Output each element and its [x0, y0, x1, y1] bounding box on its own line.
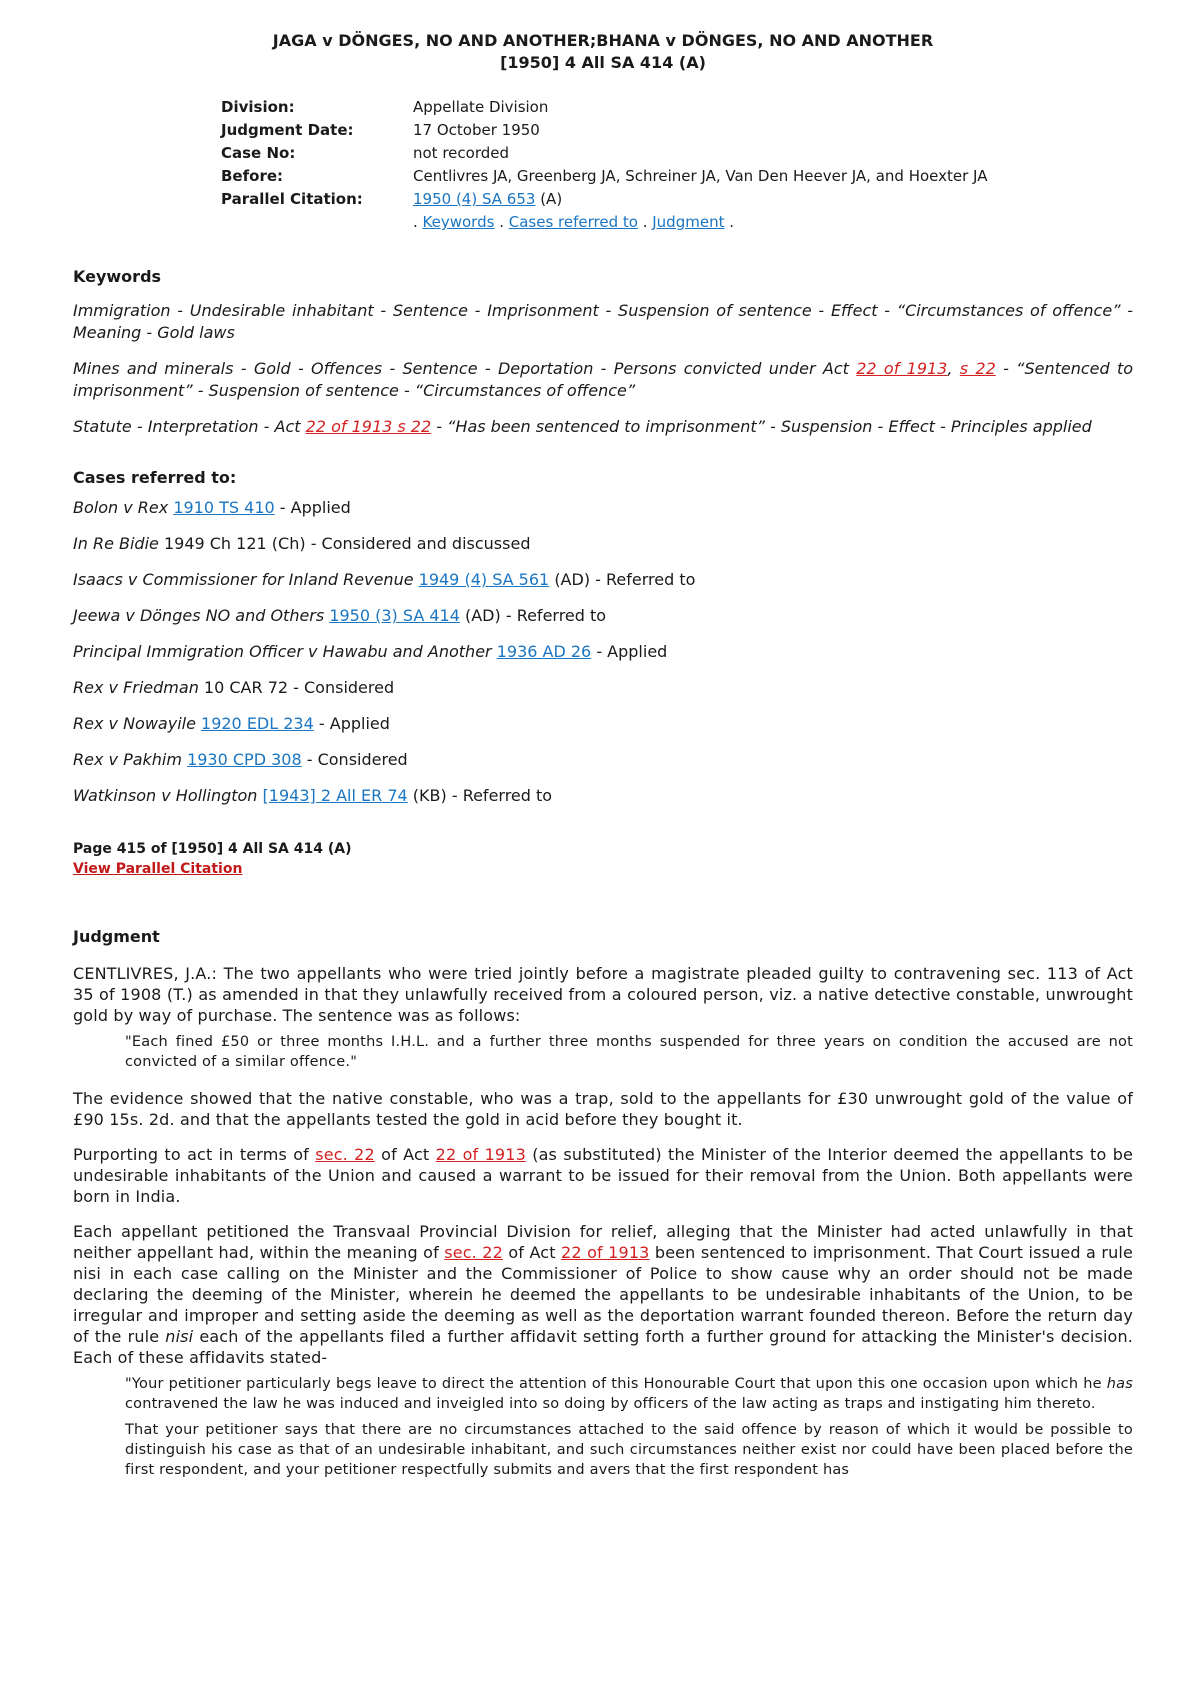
- page-reference: [73, 839, 1133, 879]
- case-item: Rex v Pakhim 1930 CPD 308 - Considered: [73, 750, 408, 769]
- parallel-citation-label: Parallel Citation:: [221, 190, 363, 208]
- parallel-citation-value: [413, 188, 988, 211]
- keyword-entry-immigration: Immigration - Undesirable inhabitant - Sentence - Imprisonment - Suspension of sentence - Effect - “Circumstances of offence” - Meaning - Gold laws: [73, 301, 1133, 342]
- case-citation-link[interactable]: 1930 CPD 308: [187, 750, 302, 769]
- parallel-citation-link[interactable]: 1950 (4) SA 653: [413, 190, 536, 208]
- case-item: Watkinson v Hollington [1943] 2 All ER 74 (KB) - Referred to: [73, 786, 553, 805]
- act-link[interactable]: 22 of 1913: [435, 1145, 526, 1164]
- case-citation-link[interactable]: 1936 AD 26: [496, 642, 592, 661]
- division-value: Appellate Division: [413, 98, 549, 116]
- section-link[interactable]: sec. 22: [315, 1145, 375, 1164]
- judgment-paragraph: Purporting to act in terms of sec. 22 of Act 22 of 1913 (as substituted) the Minister of the Interior deemed the appellants to be undesirable inhabitants of the Union and caused a warrant to be issued for their removal from the Union. Both appellants were born in India.: [73, 1145, 1134, 1206]
- judgment-date-label: Judgment Date:: [221, 121, 354, 139]
- judgment-paragraph: The evidence showed that the native constable, who was a trap, sold to the appellants for £30 unwrought gold of the value of £90 15s. 2d. and that the appellants tested the gold in acid before they bought it.: [73, 1089, 1133, 1129]
- case-metadata-table: [221, 96, 988, 234]
- keyword-entry-statute: Statute - Interpretation - Act 22 of 1913 s 22 - “Has been sentenced to imprisonment” - Suspension - Effect - Principles applied: [73, 417, 1092, 436]
- parallel-citation-court: (A): [540, 190, 563, 208]
- case-citation-link[interactable]: 1920 EDL 234: [201, 714, 314, 733]
- case-item: In Re Bidie 1949 Ch 121 (Ch) - Considered and discussed: [73, 534, 531, 553]
- act-link[interactable]: 22 of 1913: [561, 1243, 650, 1262]
- judgment-quote: "Your petitioner particularly begs leave to direct the attention of this Honourable Court that upon this one occasion upon which he has contravened the law he was induced and inveigled into so doing by officers of the law acting as traps and instigating him thereto.: [125, 1376, 1133, 1412]
- keywords-heading: Keywords: [73, 267, 162, 286]
- case-title-line1: JAGA v DÖNGES, NO AND ANOTHER;BHANA v DÖNGES, NO AND ANOTHER: [272, 31, 934, 50]
- case-citation-link[interactable]: [1943] 2 All ER 74: [262, 786, 408, 805]
- before-label: Before:: [221, 167, 284, 185]
- case-item: Rex v Nowayile 1920 EDL 234 - Applied: [73, 714, 390, 733]
- case-citation-link[interactable]: 1949 (4) SA 561: [418, 570, 550, 589]
- case-title: [73, 30, 1133, 74]
- judgment-paragraph: CENTLIVRES, J.A.: The two appellants who were tried jointly before a magistrate pleaded guilty to contravening sec. 113 of Act 35 of 1908 (T.) as amended in that they unlawfully received from a coloured person, viz. a native detective constable, unwrought gold by way of purchase. The sentence was as follows:: [73, 964, 1133, 1025]
- document-page: [73, 0, 1133, 1480]
- judgment-heading: Judgment: [73, 927, 160, 946]
- case-citation-link[interactable]: 1950 (3) SA 414: [329, 606, 460, 625]
- nav-cases-link[interactable]: Cases referred to: [508, 213, 638, 231]
- case-item: Bolon v Rex 1910 TS 410 - Applied: [73, 498, 351, 517]
- before-value: Centlivres JA, Greenberg JA, Schreiner JA, Van Den Heever JA, and Hoexter JA: [413, 167, 988, 185]
- keyword-entry-mines: Mines and minerals - Gold - Offences - Sentence - Deportation - Persons convicted under Act 22 of 1913, s 22 - “Sentenced to imprisonment” - Suspension of sentence - “Circumstances of offence”: [73, 359, 1134, 400]
- case-item: Isaacs v Commissioner for Inland Revenue 1949 (4) SA 561 (AD) - Referred to: [73, 570, 696, 589]
- act-link[interactable]: 22 of 1913: [856, 359, 948, 378]
- case-no-label: Case No:: [221, 144, 296, 162]
- act-section-link[interactable]: 22 of 1913 s 22: [305, 417, 432, 436]
- division-label: Division:: [221, 98, 295, 116]
- case-item: Jeewa v Dönges NO and Others 1950 (3) SA 414 (AD) - Referred to: [73, 606, 607, 625]
- section-link[interactable]: sec. 22: [444, 1243, 503, 1262]
- page-number-label: Page 415 of [1950] 4 All SA 414 (A): [73, 841, 352, 857]
- judgment-quote: That your petitioner says that there are no circumstances attached to the said offence by reason of which it would be possible to distinguish his case as that of an undesirable inhabitant, and such circumstances neither exist nor could have been placed before the first respondent, and your petitioner respectfully submits and avers that the first respondent has: [125, 1422, 1133, 1478]
- judgment-date-value: 17 October 1950: [413, 121, 540, 139]
- cases-list: [73, 497, 1133, 807]
- case-citation-link[interactable]: 1910 TS 410: [173, 498, 275, 517]
- nav-keywords-link[interactable]: Keywords: [422, 213, 495, 231]
- judgment-quote: "Each fined £50 or three months I.H.L. and a further three months suspended for three years on condition the accused are not convicted of a similar offence.": [125, 1034, 1133, 1070]
- cases-heading: Cases referred to:: [73, 468, 237, 487]
- case-no-value: not recorded: [413, 144, 509, 162]
- view-parallel-citation-link[interactable]: View Parallel Citation: [73, 861, 243, 877]
- case-item: Principal Immigration Officer v Hawabu and Another 1936 AD 26 - Applied: [73, 642, 668, 661]
- section-nav: . Keywords . Cases referred to . Judgment .: [413, 213, 734, 231]
- judgment-paragraph: Each appellant petitioned the Transvaal Provincial Division for relief, alleging that the Minister had acted unlawfully in that neither appellant had, within the meaning of sec. 22 of Act 22 of 1913 been sentenced to imprisonment. That Court issued a rule nisi in each case calling on the Minister and the Commissioner of Police to show cause why an order should not be made declaring the deeming of the Minister, wherein he deemed the appellants to be undesirable inhabitants of the Union, to be irregular and improper and setting aside the deeming as well as the deportation warrant founded thereon. Before the return day of the rule nisi each of the appellants filed a further affidavit setting forth a further ground for attacking the Minister's decision. Each of these affidavits stated-: [73, 1222, 1134, 1367]
- case-title-citation: [1950] 4 All SA 414 (A): [500, 53, 706, 72]
- section-link[interactable]: s 22: [959, 359, 996, 378]
- nav-judgment-link[interactable]: Judgment: [652, 213, 725, 231]
- case-item: Rex v Friedman 10 CAR 72 - Considered: [73, 678, 395, 697]
